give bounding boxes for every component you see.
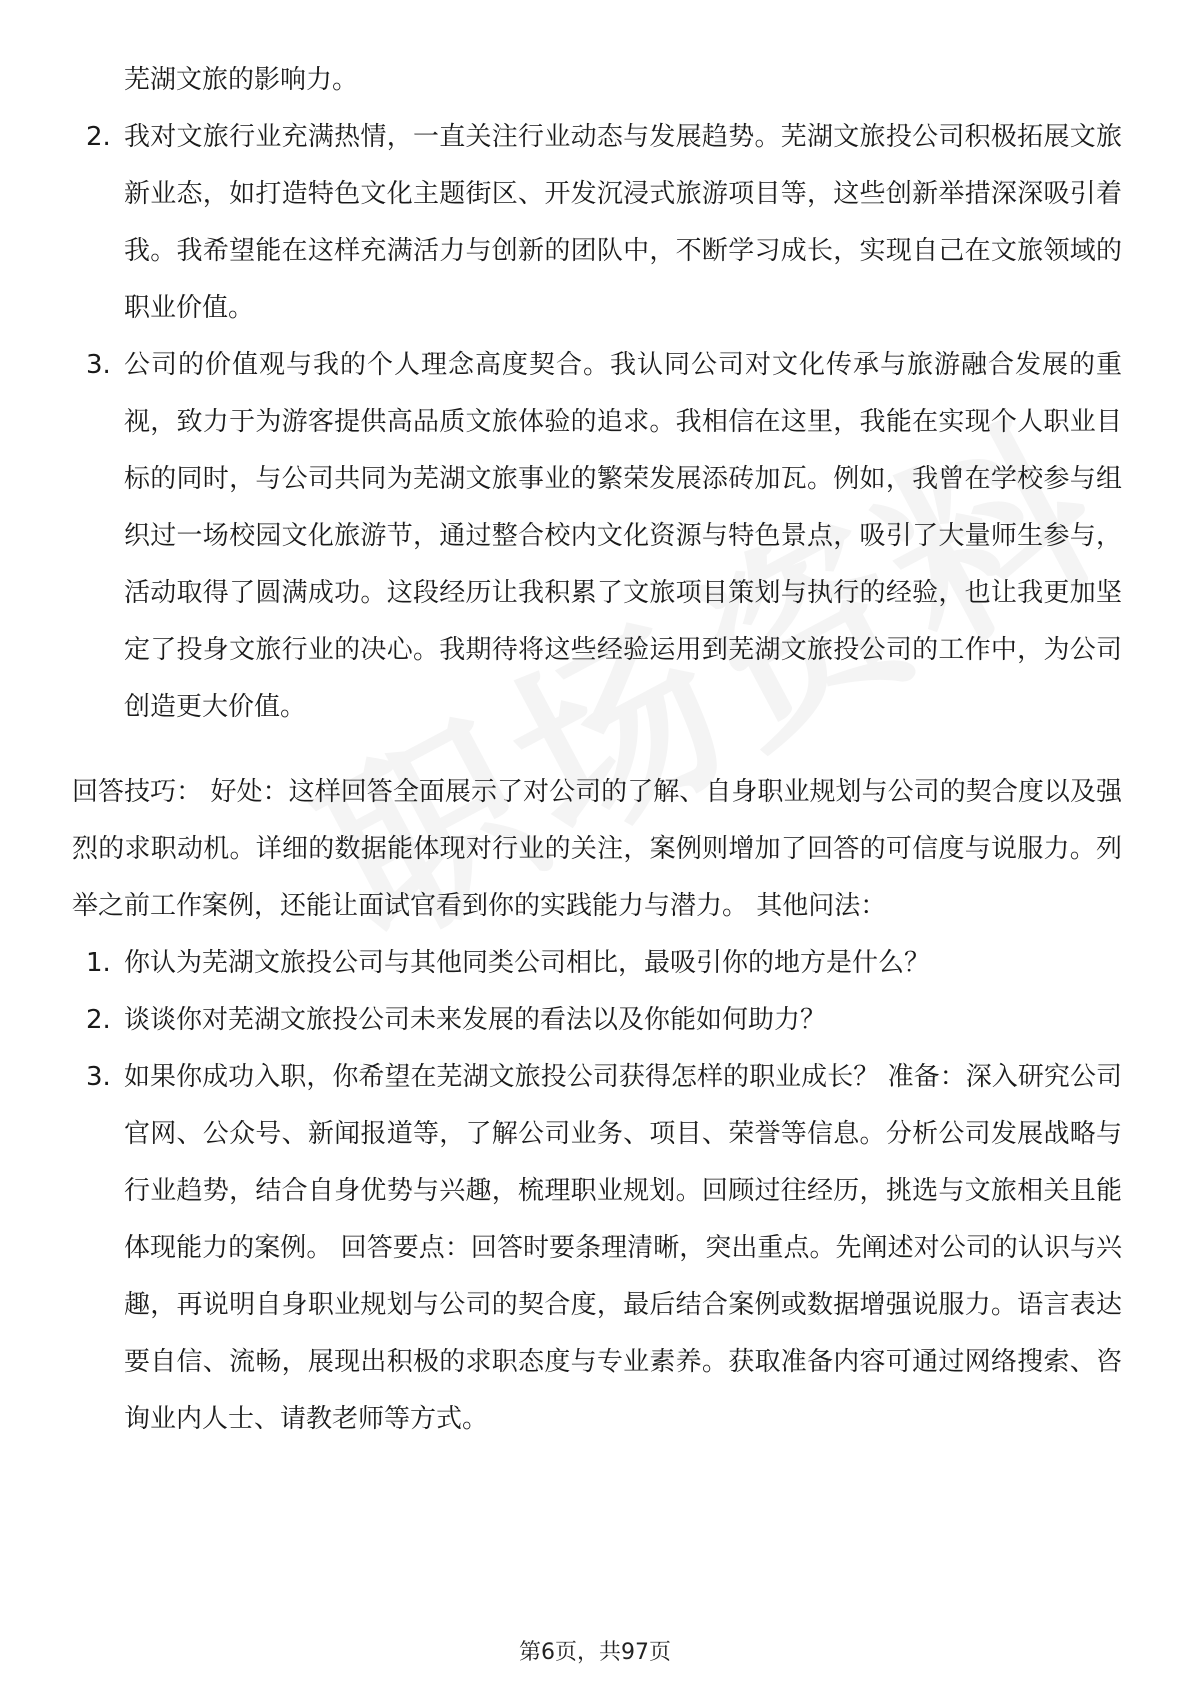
list-item	[72, 337, 1122, 736]
list-item-text: 你认为芜湖文旅投公司与其他同类公司相比，最吸引你的地方是什么？	[124, 948, 931, 978]
answer-tips-paragraph: 回答技巧： 好处：这样回答全面展示了对公司的了解、自身职业规划与公司的契合度以及强烈的求职动机。详细的数据能体现对行业的关注，案例则增加了回答的可信度与说服力。列举之前工作案例，还能让面试官看到你的实践能力与潜力。 其他问法：	[72, 777, 1122, 921]
list-item-text: 公司的价值观与我的个人理念高度契合。我认同公司对文化传承与旅游融合发展的重视，致力于为游客提供高品质文旅体验的追求。我相信在这里，我能在实现个人职业目标的同时，与公司共同为芜湖文旅事业的繁荣发展添砖加瓦。例如，我曾在学校参与组织过一场校园文化旅游节，通过整合校内文化资源与特色景点，吸引了大量师生参与，活动取得了圆满成功。这段经历让我积累了文旅项目策划与执行的经验，也让我更加坚定了投身文旅行业的决心。我期待将这些经验运用到芜湖文旅投公司的工作中，为公司创造更大价值。	[124, 350, 1122, 722]
page-number: 第6页，共97页	[519, 1640, 671, 1665]
list-item-text: 如果你成功入职，你希望在芜湖文旅投公司获得怎样的职业成长？ 准备：深入研究公司官网、公众号、新闻报道等，了解公司业务、项目、荣誉等信息。分析公司发展战略与行业趋势，结合自身优势与兴趣，梳理职业规划。回顾过往经历，挑选与文旅相关且能体现能力的案例。 回答要点：回答时要条理清晰，突出重点。先阐述对公司的认识与兴趣，再说明自身职业规划与公司的契合度，最后结合案例或数据增强说服力。语言表达要自信、流畅，展现出积极的求职态度与专业素养。获取准备内容可通过网络搜索、咨询业内人士、请教老师等方式。	[124, 1062, 1122, 1434]
page-content	[72, 52, 1122, 1448]
list-item	[72, 935, 1122, 992]
list-item-text: 谈谈你对芜湖文旅投公司未来发展的看法以及你能如何助力？	[124, 1005, 827, 1035]
list-item	[72, 1049, 1122, 1448]
list-item-number: 2.	[86, 1005, 111, 1035]
answer-list	[72, 109, 1122, 736]
continuation-text: 芜湖文旅的影响力。	[124, 65, 359, 95]
list-item	[72, 992, 1122, 1049]
list-item-number: 3.	[86, 1062, 111, 1092]
list-item-number: 1.	[86, 948, 111, 978]
list-item-number: 3.	[86, 350, 111, 380]
list-item-text: 我对文旅行业充满热情，一直关注行业动态与发展趋势。芜湖文旅投公司积极拓展文旅新业态，如打造特色文化主题街区、开发沉浸式旅游项目等，这些创新举措深深吸引着我。我希望能在这样充满活力与创新的团队中，不断学习成长，实现自己在文旅领域的职业价值。	[124, 122, 1122, 323]
list-item	[72, 109, 1122, 337]
list-item-number: 2.	[86, 122, 111, 152]
other-questions-list	[72, 935, 1122, 1448]
